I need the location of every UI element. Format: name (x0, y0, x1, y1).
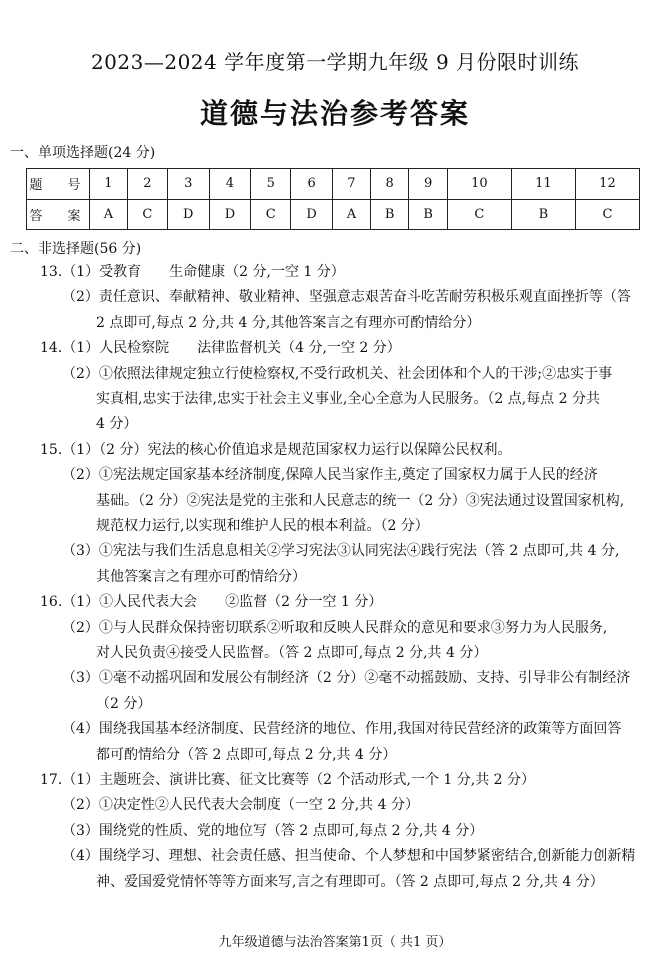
answer-line: 16.（1）①人民代表大会 ②监督（2 分一空 1 分） (40, 594, 383, 611)
answer-cell: D (209, 199, 251, 230)
answer-line: 都可酌情给分（答 2 点即可,每点 2 分,共 4 分） (96, 746, 397, 763)
question-number-cell: 8 (370, 169, 409, 200)
answer-line: （2）①宪法规定国家基本经济制度,保障人民当家作主,奠定了国家权力属于人民的经济 (62, 467, 598, 484)
answer-cell: C (127, 199, 167, 230)
question-number-cell: 3 (167, 169, 209, 200)
answer-line: （2）责任意识、奉献精神、敬业精神、坚强意志艰苦奋斗吃苦耐劳积极乐观直面挫折等（答 (62, 289, 631, 306)
answer-line: 其他答案言之有理亦可酌情给分） (96, 568, 306, 585)
answer-line: （2）①依照法律规定独立行使检察权,不受行政机关、社会团体和个人的干涉;②忠实于事 (62, 365, 613, 382)
question-number-cell: 5 (251, 169, 291, 200)
answer-line: （4）围绕学习、理想、社会责任感、担当使命、个人梦想和中国梦紧密结合,创新能力创新精 (62, 848, 636, 865)
answer-line: 2 点即可,每点 2 分,共 4 分,其他答案言之有理亦可酌情给分） (96, 314, 481, 331)
answer-line: 15.（1）（2 分）宪法的核心价值追求是规范国家权力运行以保障公民权利。 (40, 441, 512, 458)
row-label-answer: 答 案 (27, 199, 90, 230)
question-number-cell: 7 (332, 169, 370, 200)
answer-cell: D (291, 199, 333, 230)
answer-row (27, 199, 640, 230)
answer-table (26, 168, 640, 230)
answer-line: 实真相,忠实于法律,忠实于社会主义事业,全心全意为人民服务。（2 点,每点 2 分共 (96, 391, 600, 407)
answer-cell: C (251, 199, 291, 230)
question-number-cell: 9 (409, 169, 448, 200)
answer-line: 4 分） (96, 416, 138, 433)
answer-cell: B (511, 199, 575, 230)
answer-line: （3）①毫不动摇巩固和发展公有制经济（2 分）②毫不动摇鼓励、支持、引导非公有制经济 (62, 670, 631, 687)
answer-line: （2）①决定性②人民代表大会制度（一空 2 分,共 4 分） (62, 797, 419, 814)
section1-heading: 一、单项选择题(24 分) (10, 145, 156, 161)
answer-line: （3）①宪法与我们生活息息相关②学习宪法③认同宪法④践行宪法（答 2 点即可,共 4 分, (62, 543, 620, 560)
answer-line: （4）围绕我国基本经济制度、民营经济的地位、作用,我国对待民营经济的政策等方面回答 (62, 721, 622, 738)
answer-line: 基础。（2 分）②宪法是党的主张和人民意志的统一（2 分）③宪法通过设置国家机构, (96, 492, 625, 509)
answer-line: 13.（1）受教育 生命健康（2 分,一空 1 分） (40, 264, 345, 280)
question-number-cell: 4 (209, 169, 251, 200)
answer-cell: B (370, 199, 409, 230)
answer-line: 14.（1）人民检察院 法律监督机关（4 分,一空 2 分） (40, 340, 401, 357)
answer-line: 规范权力运行,以实现和维护人民的根本利益。（2 分） (96, 518, 429, 534)
answer-line: 对人民负责④接受人民监督。（答 2 点即可,每点 2 分,共 4 分） (96, 645, 488, 661)
answer-cell: C (447, 199, 511, 230)
question-number-cell: 12 (575, 169, 639, 200)
question-number-cell: 2 (127, 169, 167, 200)
question-number-row (27, 169, 640, 200)
answer-cell: D (167, 199, 209, 230)
answer-line: 神、爱国爱党情怀等等方面来写,言之有理即可。（答 2 点即可,每点 2 分,共 4 分） (96, 873, 604, 890)
answer-cell: C (575, 199, 639, 230)
answer-line: （2）①与人民群众保持密切联系②听取和反映人民群众的意见和要求③努力为人民服务, (62, 619, 608, 636)
answer-cell: A (90, 199, 128, 230)
row-label-question: 题 号 (27, 169, 90, 200)
exam-title: 2023—2024 学年度第一学期九年级 9 月份限时训练 (90, 50, 580, 74)
answer-line: （3）围绕党的性质、党的地位写（答 2 点即可,每点 2 分,共 4 分） (62, 822, 484, 839)
question-number-cell: 10 (447, 169, 511, 200)
answer-line: 17.（1）主题班会、演讲比赛、征文比赛等（2 个活动形式,一个 1 分,共 2 分） (40, 772, 536, 788)
question-number-cell: 6 (291, 169, 333, 200)
answer-cell: A (332, 199, 370, 230)
section2-heading: 二、非选择题(56 分) (10, 241, 142, 257)
answer-key-title: 道德与法治参考答案 (199, 97, 470, 130)
page-footer: 九年级道德与法治答案第1页（ 共1 页） (218, 935, 452, 950)
answer-cell: B (409, 199, 448, 230)
question-number-cell: 1 (90, 169, 128, 200)
question-number-cell: 11 (511, 169, 575, 200)
answer-line: （2 分） (96, 695, 152, 712)
